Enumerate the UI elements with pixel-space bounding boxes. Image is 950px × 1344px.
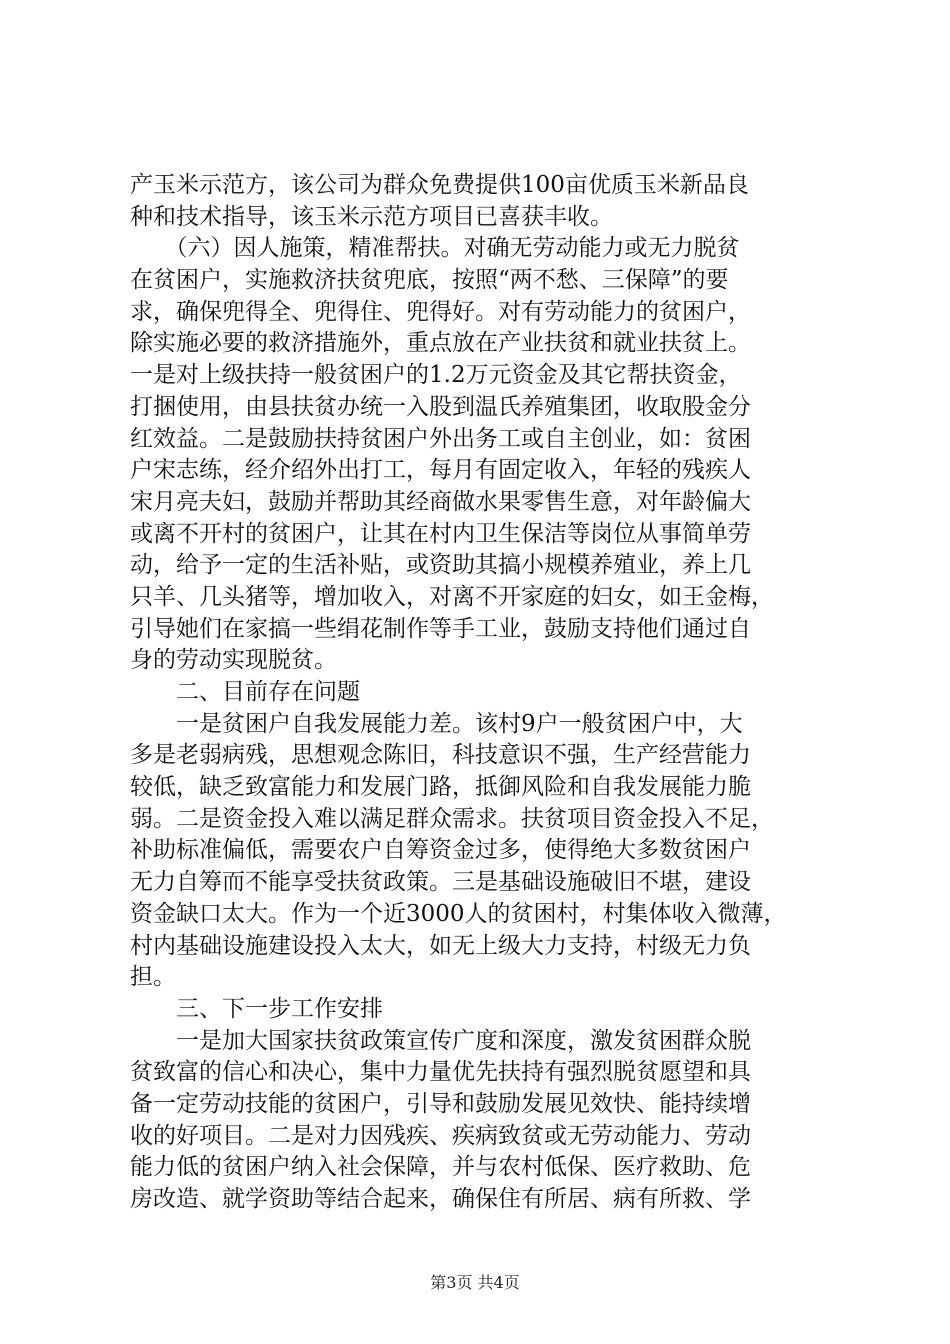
text-line: 引导她们在家搞一些绢花制作等手工业，鼓励支持他们通过自 <box>130 615 751 642</box>
text-line: 动，给予一定的生活补贴，或资助其搞小规模养殖业，养上几 <box>130 552 751 579</box>
text-line: 红效益。二是鼓励扶持贫困户外出务工或自主创业，如：贫困 <box>130 425 751 452</box>
text-line: 求，确保兜得全、兜得住、兜得好。对有劳动能力的贫困户， <box>130 298 751 325</box>
text-line: 在贫困户，实施救济扶贫兜底，按照“两不愁、三保障”的要 <box>130 267 729 294</box>
text-line: 补助标准偏低，需要农户自筹资金过多，使得绝大多数贫困户 <box>130 837 751 864</box>
text-line: 较低，缺乏致富能力和发展门路，抵御风险和自我发展能力脆 <box>130 774 751 801</box>
text-line: 身的劳动实现脱贫。 <box>130 647 337 674</box>
text-line: 收的好项目。二是对力因残疾、疾病致贫或无劳动能力、劳动 <box>130 1122 751 1149</box>
text-line: 一是贫困户自我发展能力差。该村9户一般贫困户中，大 <box>130 710 743 737</box>
text-line: 担。 <box>130 964 176 991</box>
text-line: 宋月亮夫妇，鼓励并帮助其经商做水果零售生意，对年龄偏大 <box>130 488 751 515</box>
text-line: 备一定劳动技能的贫困户，引导和鼓励发展见效快、能持续增 <box>130 1090 751 1117</box>
text-line: 只羊、几头猪等，增加收入，对离不开家庭的妇女，如王金梅， <box>130 583 774 610</box>
page-footer: 第3页 共4页 <box>430 1273 520 1292</box>
text-line: 多是老弱病残，思想观念陈旧，科技意识不强，生产经营能力 <box>130 742 751 769</box>
text-line: 二、目前存在问题 <box>130 679 360 705</box>
text-line: 资金缺口太大。作为一个近3000人的贫困村，村集体收入微薄， <box>130 900 787 927</box>
text-line: 房改造、就学资助等结合起来，确保住有所居、病有所救、学 <box>130 1186 751 1212</box>
text-line: 除实施必要的救济措施外，重点放在产业扶贫和就业扶贫上。 <box>130 330 751 357</box>
text-line: 无力自筹而不能享受扶贫政策。三是基础设施破旧不堪，建设 <box>130 869 751 896</box>
text-line: 种和技术指导，该玉米示范方项目已喜获丰收。 <box>130 203 613 230</box>
text-line: 弱。二是资金投入难以满足群众需求。扶贫项目资金投入不足， <box>130 805 774 832</box>
text-line: 能力低的贫困户纳入社会保障，并与农村低保、医疗救助、危 <box>130 1154 751 1181</box>
text-line: 三、下一步工作安排 <box>130 995 383 1022</box>
text-line: 户宋志练，经介绍外出打工，每月有固定收入，年轻的残疾人 <box>130 457 751 484</box>
text-line: （六）因人施策，精准帮扶。对确无劳动能力或无力脱贫 <box>130 235 740 262</box>
text-line: 一是加大国家扶贫政策宣传广度和深度，激发贫困群众脱 <box>130 1027 751 1054</box>
text-line: 一是对上级扶持一般贫困户的1.2万元资金及其它帮扶资金， <box>130 362 742 389</box>
text-line: 产玉米示范方，该公司为群众免费提供100亩优质玉米新品良 <box>130 172 749 198</box>
text-line: 村内基础设施建设投入太大，如无上级大力支持，村级无力负 <box>130 932 751 959</box>
text-line: 贫致富的信心和决心，集中力量优先扶持有强烈脱贫愿望和具 <box>130 1059 751 1086</box>
document-body <box>130 170 830 1216</box>
text-line: 或离不开村的贫困户，让其在村内卫生保洁等岗位从事简单劳 <box>130 520 751 547</box>
text-line: 打捆使用，由县扶贫办统一入股到温氏养殖集团，收取股金分 <box>130 393 751 420</box>
